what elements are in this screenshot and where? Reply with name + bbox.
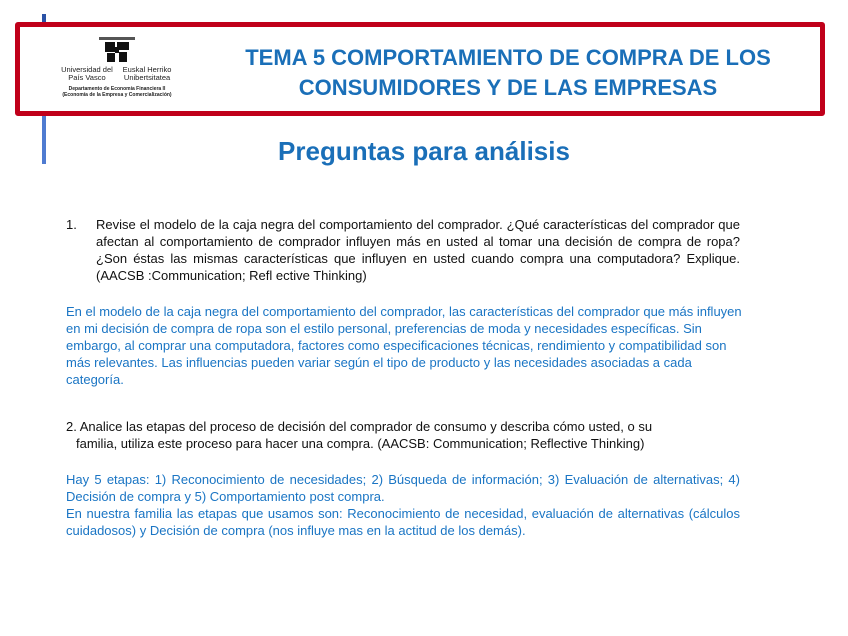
logo-department-sub: (Economía de la Empresa y Comercialización) [62,92,172,98]
section-title: Preguntas para análisis [278,136,570,166]
title-line-2: CONSUMIDORES Y DE LAS EMPRESAS [298,75,718,100]
question-number: 1. [66,217,77,232]
question-text: Revise el modelo de la caja negra del comportamiento del comprador. ¿Qué características del comprador que afectan al comportamiento de comprador influyen más en usted al tomar una decisión de compra de ropa? ¿Son éstas las mismas características que influyen en usted cuando compra una computadora? Explique. (AACSB :Communication; Refl ective Thinking) [96,217,740,283]
header-banner [15,22,825,116]
logo-university-eu: Euskal Herriko Unibertsitatea [122,65,172,82]
answer-2-paragraph-2: En nuestra familia las etapas que usamos son: Reconocimiento de necesidad, evaluación de alternativas (cálculos cuidadosos) y Decisión de compra (nos influye mas en la actitud de los demás). [66,506,740,538]
answer-1: En el modelo de la caja negra del comportamiento del comprador, las características del comprador que más influyen en mi decisión de compra de ropa son el estilo personal, preferencias de moda y necesidades específicas. Sin embargo, al comprar una computadora, factores como especificaciones técnicas, rendimiento y compatibilidad son más relevantes. Las influencias pueden variar según el tipo de producto y las necesidades asociadas a cada categoría. [66,304,742,387]
university-logo [42,35,192,111]
question-text-line-2: familia, utiliza este proceso para hacer una compra. (AACSB: Communication; Reflective Thinking) [76,436,645,451]
title-line-1: TEMA 5 COMPORTAMIENTO DE COMPRA DE LOS [245,45,771,70]
question-number: 2. [66,419,77,434]
question-2 [66,418,740,452]
question-text-line-1: Analice las etapas del proceso de decisión del comprador de consumo y describa cómo usted, o su [79,419,653,434]
question-1 [66,216,740,284]
logo-university-es: Universidad del País Vasco [61,65,113,82]
university-emblem-icon [95,35,139,65]
answer-2-paragraph-1: Hay 5 etapas: 1) Reconocimiento de necesidades; 2) Búsqueda de información; 3) Evaluación de alternativas; 4) Decisión de compra y 5) Comportamiento post compra. [66,472,740,504]
answer-2 [66,471,740,539]
logo-department: Departamento de Economía Financiera II [68,86,166,92]
page-title [198,43,818,103]
